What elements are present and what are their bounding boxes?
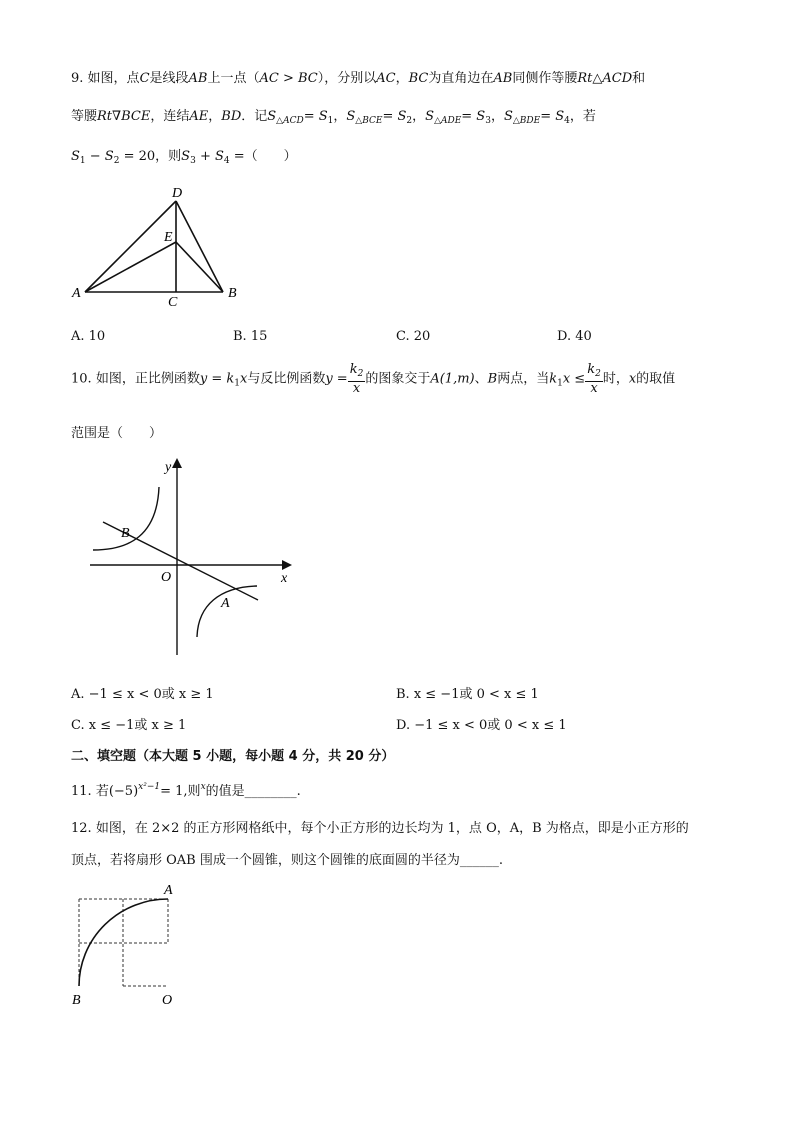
q10-number: 10. [71,371,92,387]
q10-option-a[interactable]: A. −1 ≤ x < 0或 x ≥ 1 [71,687,214,702]
label-B: B [228,286,237,301]
q12-grid-figure [60,878,200,1008]
label-y: y [165,460,172,475]
label-O: O [162,993,173,1008]
q10-option-b[interactable]: B. x ≤ −1或 0 < x ≤ 1 [396,687,539,702]
q11-line: 11. 若$(-5)^{x^2-1}= 1$,则$^x$的值是________. [71,782,301,799]
label-B: B [121,526,130,541]
q12-line1: 12. 如图，在 2×2 的正方形网格纸中，每个小正方形的边长均为 1，点 O，A，B 为格点，即是小正方形的 [71,821,689,836]
label-A: A [221,596,230,611]
q10-line2: 范围是（ ） [71,426,163,441]
q12-number: 12. [71,821,92,836]
q9-option-c[interactable]: C. 20 [396,329,431,344]
q11-number: 11. [71,784,92,799]
q9-option-b[interactable]: B. 15 [233,329,268,344]
q10-line1: 10. 如图，正比例函数$y = k_1x$与反比例函数y = $\frac{k_2}{x}$ 的图象交于A(1,m)、B两点，当$k_1x$ ≤ $\frac{k_2}{x}$ 时，x的取值 [71,362,676,396]
q10-fraction-k2-x: $\frac{k_2}{x}$ [349,362,364,396]
label-D: D [172,186,183,201]
q9-option-a[interactable]: A. 10 [71,329,106,344]
label-x: x [281,571,288,586]
section-2-heading: 二、填空题（本大题 5 小题，每小题 4 分，共 20 分） [71,749,395,764]
label-C: C [168,295,178,310]
q10-option-d[interactable]: D. −1 ≤ x < 0或 0 < x ≤ 1 [396,718,567,733]
label-E: E [164,230,173,245]
q9-option-d[interactable]: D. 40 [557,329,592,344]
q9-line3: $S_1 - S_2 = 20$，则$S_3 + S_4$ =（ ） [71,149,297,166]
q9-number: 9. [71,71,84,86]
label-O: O [161,570,172,585]
label-B: B [72,993,81,1008]
x-axis-arrow [282,560,292,570]
q10-option-c[interactable]: C. x ≤ −1或 x ≥ 1 [71,718,187,733]
q10-fraction-ineq: $\frac{k_2}{x}$ [587,362,601,396]
q9-triangle-figure [60,180,260,310]
y-axis-arrow [172,458,182,468]
q12-line2: 顶点，若将扇形 OAB 围成一个圆锥，则这个圆锥的底面圆的半径为______. [71,853,503,868]
label-A: A [72,286,81,301]
label-A: A [164,883,173,898]
q9-line1: 9. 如图，点C是线段AB上一点（AC > BC），分别以AC，BC为直角边在AB同侧作等腰Rt△ACD和 [71,71,646,86]
q9-line2: 等腰Rt∇BCE，连结AE，BD．记$S_{\triangle ACD}= S_1$，$S_{\triangle BCE}= S_2$，$S_{\triangle ADE}= S_3$，$S_{\triangle BDE}= S_4$，若 [71,109,596,126]
q10-graph-figure [85,455,305,665]
